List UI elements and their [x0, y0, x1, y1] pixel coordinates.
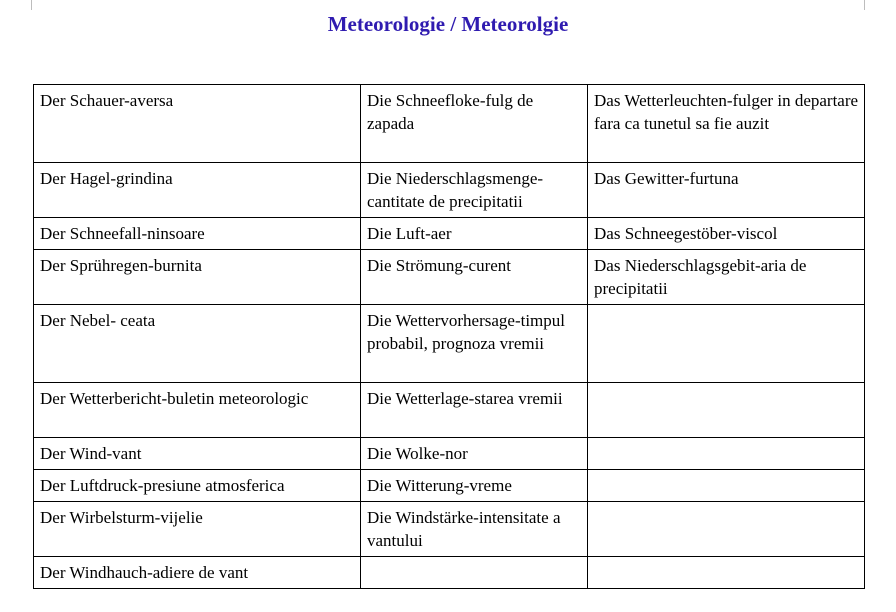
- table-cell: Der Hagel-grindina: [34, 163, 361, 218]
- table-row: [34, 163, 865, 218]
- table-cell: Der Wirbelsturm-vijelie: [34, 502, 361, 557]
- table-cell: Der Wind-vant: [34, 438, 361, 470]
- table-cell: [588, 502, 865, 557]
- table-cell: Die Schneefloke-fulg de zapada: [361, 85, 588, 163]
- table-row: [34, 305, 865, 383]
- table-cell: Die Luft-aer: [361, 218, 588, 250]
- vocabulary-table: [33, 84, 865, 589]
- table-cell: Der Schneefall-ninsoare: [34, 218, 361, 250]
- table-cell: Der Luftdruck-presiune atmosferica: [34, 470, 361, 502]
- table-cell: Das Wetterleuchten-fulger in departare fara ca tunetul sa fie auzit: [588, 85, 865, 163]
- table-cell: Das Schneegestöber-viscol: [588, 218, 865, 250]
- table-row: [34, 502, 865, 557]
- table-cell: [588, 557, 865, 589]
- table-row: [34, 250, 865, 305]
- table-cell: Das Niederschlagsgebit-aria de precipitatii: [588, 250, 865, 305]
- table-cell: Die Niederschlagsmenge-cantitate de precipitatii: [361, 163, 588, 218]
- table-cell: Der Windhauch-adiere de vant: [34, 557, 361, 589]
- table-row: [34, 383, 865, 438]
- table-cell: Die Wetterlage-starea vremii: [361, 383, 588, 438]
- table-cell: Das Gewitter-furtuna: [588, 163, 865, 218]
- table-cell: Die Strömung-curent: [361, 250, 588, 305]
- table-cell: Die Wolke-nor: [361, 438, 588, 470]
- table-row: [34, 85, 865, 163]
- table-cell: [588, 470, 865, 502]
- page-corner-marks: [0, 0, 896, 10]
- table-cell: Die Witterung-vreme: [361, 470, 588, 502]
- table-cell: Der Sprühregen-burnita: [34, 250, 361, 305]
- table-cell: [361, 557, 588, 589]
- table-cell: Die Wettervorhersage-timpul probabil, prognoza vremii: [361, 305, 588, 383]
- table-row: [34, 557, 865, 589]
- page-margin-mark-left: [31, 0, 32, 10]
- table-cell: [588, 438, 865, 470]
- table-cell: Der Wetterbericht-buletin meteorologic: [34, 383, 361, 438]
- table-cell: Der Nebel- ceata: [34, 305, 361, 383]
- table-row: [34, 470, 865, 502]
- table-cell: [588, 383, 865, 438]
- table-row: [34, 218, 865, 250]
- page-margin-mark-right: [864, 0, 865, 10]
- table-cell: Der Schauer-aversa: [34, 85, 361, 163]
- table-row: [34, 438, 865, 470]
- table-cell: [588, 305, 865, 383]
- page-title: Meteorologie / Meteorolgie: [327, 12, 569, 36]
- table-cell: Die Windstärke-intensitate a vantului: [361, 502, 588, 557]
